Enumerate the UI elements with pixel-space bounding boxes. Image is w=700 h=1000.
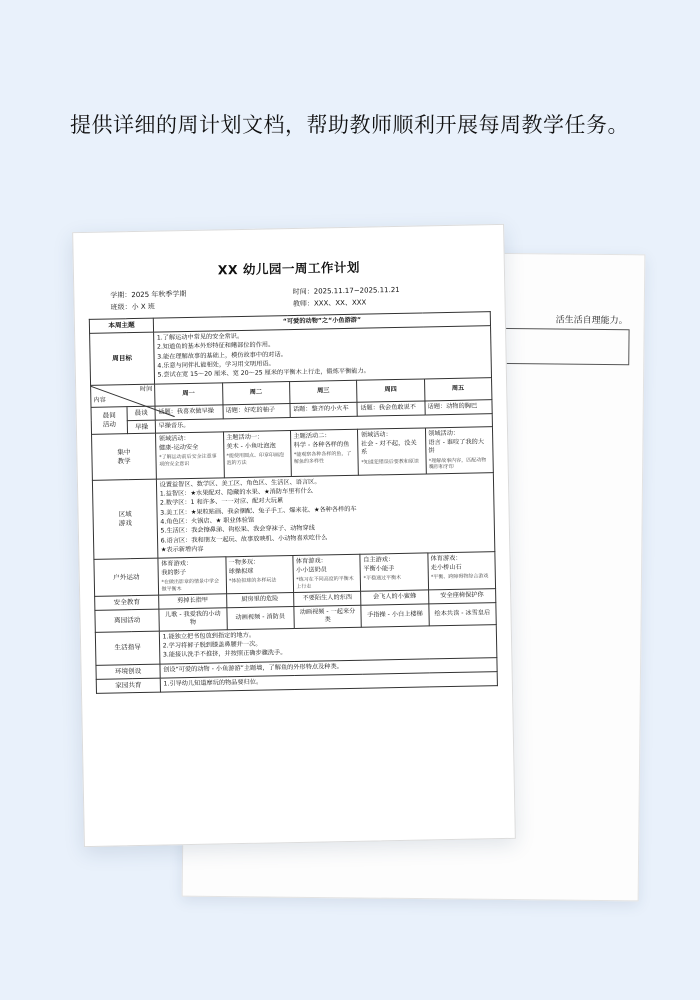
table-row-goals	[90, 326, 492, 385]
outdoor-body: 球操拟球	[228, 567, 254, 576]
cell-teaching-thu	[358, 428, 426, 474]
area-line: 1.益智区：★水果配对、隐藏的水果、★消防车里有什么	[159, 487, 313, 498]
meta-term-value: 2025 年秋季学期	[131, 290, 187, 300]
cell-morning-exercise: 早操音乐。	[155, 413, 492, 433]
background-sheet-text: 活生活自理能力。	[555, 314, 628, 326]
teaching-body: 健康-运动安全	[158, 443, 199, 452]
weekly-plan-document	[72, 224, 516, 847]
cell-safety-tue: 厨房里的危险	[226, 593, 294, 608]
cell-area-games	[157, 472, 495, 558]
outdoor-title: 体育游戏：	[430, 555, 462, 563]
outdoor-title: 体育游戏：	[295, 557, 327, 566]
goal-item: 2.知道鱼的基本外形特征和鳍部位的作用。	[156, 341, 275, 351]
area-line: 4.角色区：火锅店、★ 职业体验馆	[160, 516, 255, 526]
meta-teacher	[293, 295, 491, 309]
meta-term	[110, 287, 293, 300]
corner-content-label: 内容	[93, 396, 106, 405]
corner-header-cell	[91, 384, 156, 407]
cell-morning-tue: 话题：好吃的柚子	[222, 403, 290, 418]
page-title: 提供详细的周计划文档，帮助教师顺利开展每周教学任务。	[70, 114, 629, 137]
day-header-wed: 周三	[289, 380, 357, 403]
cell-safety-mon: 剪掉长指甲	[159, 594, 227, 609]
background-sheet-box	[487, 328, 629, 365]
teaching-title: 主题活动二：	[293, 432, 331, 441]
cell-teaching-fri	[425, 427, 493, 473]
goal-item: 3.能在理解故事的基础上，模仿故事中的对话。	[157, 350, 287, 361]
outdoor-body: 我的影子	[161, 568, 187, 577]
meta-class-label: 班级：	[110, 303, 132, 312]
teaching-title: 领域活动：	[428, 430, 460, 438]
meta-teacher-label: 教师：	[292, 299, 315, 308]
teaching-note: *能使用圆点、印章印画泡泡的方法	[226, 452, 285, 466]
outdoor-body: 走小桥山石	[430, 563, 462, 572]
cell-outdoor-thu	[360, 553, 428, 591]
teaching-title: 领域活动：	[360, 431, 392, 440]
cell-teaching-wed	[290, 430, 358, 476]
row-label-morning: 晨间 活动	[91, 406, 128, 434]
table-row-area-games	[92, 472, 494, 560]
goals-cell	[154, 326, 492, 384]
meta-teacher-value: XXX、XX、XXX	[313, 298, 367, 308]
life-line: 1.能独立把书包放到指定的地方。	[162, 631, 256, 641]
cell-outdoor-wed	[293, 555, 361, 593]
area-line: 设置益智区、数学区、美工区、角色区、生活区、语言区。	[159, 478, 321, 489]
goal-item: 4.乐意与同伴扎能相处，学习用文明用语。	[157, 360, 275, 370]
outdoor-note: *平衡、跨障碍物综合游戏	[430, 573, 489, 581]
cell-outdoor-mon	[158, 557, 226, 595]
row-sublabel-talk: 晨谈	[127, 406, 155, 420]
goal-item: 5.尝试在宽 15～20 厘米、宽 20～25 厘米的平衡木上行走，锻炼平衡能力。	[157, 367, 370, 379]
outdoor-body: 平衡小能手	[363, 564, 395, 573]
document-title: XX 幼儿园一周工作计划	[217, 259, 361, 278]
weekly-plan-table	[89, 311, 498, 693]
cell-morning-fri: 话题：动物的胸巴	[425, 399, 493, 414]
cell-leaving-thu: 手指操 - 小白上楼梯	[361, 604, 429, 627]
teaching-body: 语言 - 谁咬了我的大饼	[428, 438, 485, 455]
outdoor-title: 自主游戏：	[363, 556, 395, 565]
outdoor-note: *练习在不同高度的平衡木上行走	[296, 576, 354, 590]
meta-time-label: 时间：	[292, 287, 314, 296]
teaching-note: *了解运动前后安全注意事项的安全意识	[159, 453, 217, 468]
meta-time-value: 2025.11.17~2025.11.21	[313, 285, 400, 296]
row-label-leaving: 离园活动	[95, 609, 160, 632]
day-header-fri: 周五	[424, 377, 492, 400]
meta-right-column	[293, 283, 491, 311]
teaching-title: 主题活动一：	[226, 434, 264, 442]
row-label-life-guidance: 生活指导	[95, 631, 160, 665]
outdoor-title: 一物多玩：	[228, 559, 260, 567]
teaching-title: 领域活动：	[158, 435, 190, 444]
meta-left-column	[110, 287, 293, 314]
outdoor-body: 小小送奶员	[295, 566, 328, 574]
corner-time-label: 时间	[139, 385, 153, 393]
outdoor-note: *平稳通过平衡木	[363, 575, 402, 582]
outdoor-note: *体验拟球的多样玩法	[228, 577, 277, 585]
day-header-tue: 周二	[222, 381, 290, 404]
cell-environment: 创设“可爱的动物 - 小鱼游游”主题墙，了解鱼的外形特点及种类。	[160, 657, 497, 677]
meta-class	[110, 299, 293, 312]
cell-home-coop: 1.引导幼儿知道摩玩的物品要归位。	[160, 671, 497, 691]
theme-label: 本周主题	[89, 318, 153, 333]
cell-morning-wed: 话题：整齐的小火车	[290, 402, 358, 417]
life-line: 2.学习将裤子脱到膝盖鼻腰并一次。	[162, 640, 262, 650]
area-line: 3.美工区：★果粒贴画、我会捆配、兔子手工、爆米花、★各种各样的车	[160, 505, 357, 517]
cell-leaving-wed: 动画视频 - 一起来分类	[294, 605, 362, 628]
area-line: ★表示新增内容	[160, 545, 204, 554]
row-label-environment: 环境创设	[96, 664, 160, 679]
cell-outdoor-fri	[427, 552, 495, 590]
area-line: 6.语言区：我和朋友一起玩、故事放映机、小动物喜欢吃什么	[160, 534, 328, 545]
teaching-note: *知道犯错误后要教和原谅	[361, 458, 419, 466]
theme-value: “可爱的动物”之“小鱼游游”	[153, 312, 490, 332]
row-label-teaching: 集中 教学	[92, 434, 157, 480]
cell-leaving-fri: 绘本共读 - 冰雪皇后	[428, 603, 496, 626]
area-line: 2.数学区：1 和许多、一一对应、配对大玩累	[159, 497, 284, 507]
meta-class-value: 小 X 班	[131, 302, 155, 312]
cell-teaching-tue	[223, 431, 291, 477]
row-label-home-coop: 家园共育	[96, 678, 160, 693]
cell-outdoor-tue	[225, 556, 293, 594]
area-line: 5.生活区：我会擦鼻涕、钩松果、我会穿袜子、动物穿线	[160, 524, 315, 535]
day-header-thu: 周四	[357, 379, 425, 402]
cell-safety-fri: 安全座椅保护你	[428, 589, 496, 604]
day-header-mon: 周一	[155, 383, 223, 406]
row-label-area-games: 区域 游戏	[92, 479, 158, 560]
teaching-note: *能观察各种各样的鱼，了解鱼的多样性	[293, 451, 352, 465]
cell-morning-thu: 话题：我会鱼敢说不	[357, 401, 425, 416]
goal-item: 1.了解运动中常见的安全常识。	[156, 332, 244, 342]
row-label-outdoor: 户外运动	[94, 559, 159, 597]
row-sublabel-exercise: 早操	[127, 420, 155, 434]
teaching-body: 社会 - 对不起，没关系	[360, 439, 417, 456]
life-line: 3.能接认洗手不推挤，并按照正确步骤洗手。	[162, 649, 287, 660]
table-row-teaching	[92, 427, 494, 480]
cell-teaching-mon	[156, 432, 224, 478]
cell-leaving-mon: 儿歌 - 我爱我的小动物	[159, 608, 227, 631]
cell-safety-thu: 会飞人的小蜜蜂	[361, 590, 429, 605]
outdoor-title: 体育游戏：	[161, 560, 193, 568]
teaching-note: *理解故事内容，匹配动物嘴形和牙印	[428, 456, 487, 471]
goals-label: 周目标	[90, 332, 155, 385]
teaching-body: 美术 - 小鱼吐泡泡	[226, 442, 276, 451]
outdoor-note: *在做出影章的情景中学会做平衡木	[161, 578, 220, 593]
meta-term-label: 学期：	[110, 291, 132, 300]
teaching-body: 科学 - 各种各样的鱼	[293, 440, 350, 449]
row-label-safety: 安全教育	[95, 595, 159, 610]
cell-leaving-tue: 动画视频 - 消防员	[226, 607, 294, 630]
cell-morning-mon: 话题：我喜欢做早操	[155, 405, 223, 420]
cell-safety-wed: 不要陌生人的东西	[293, 591, 361, 606]
